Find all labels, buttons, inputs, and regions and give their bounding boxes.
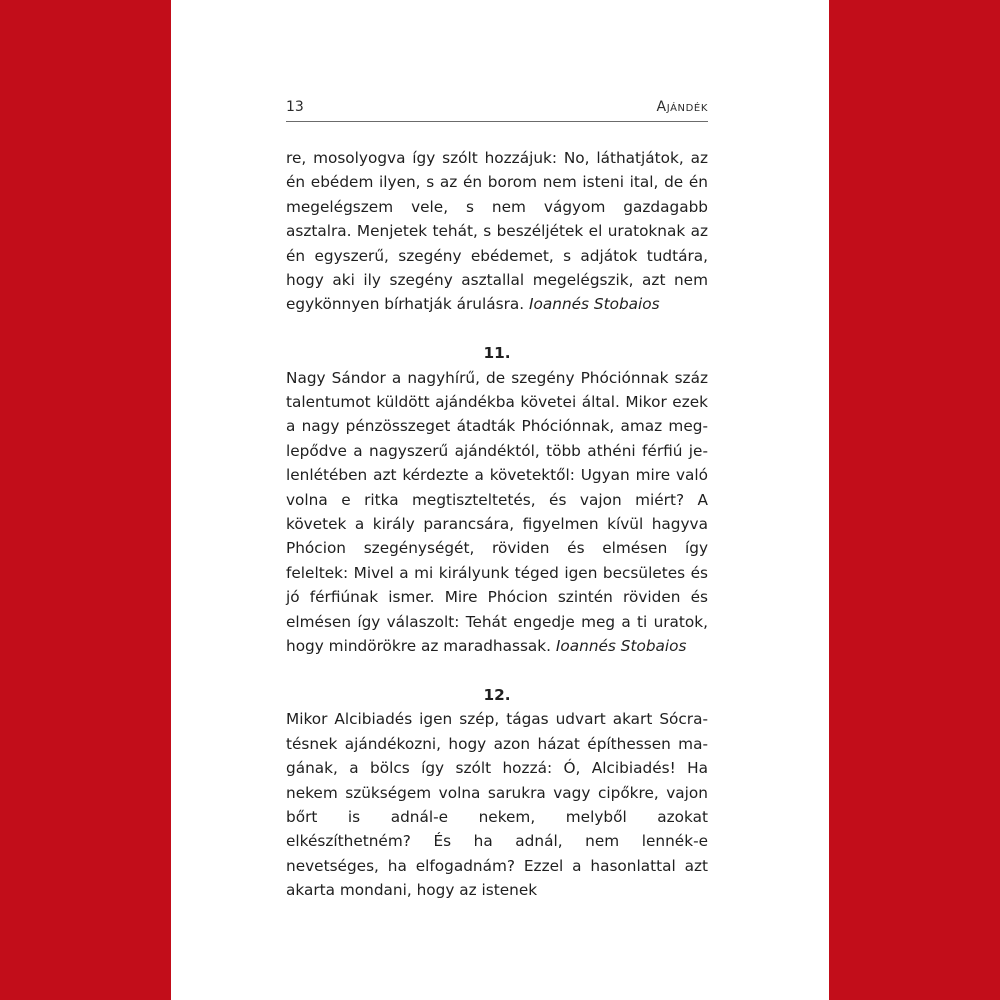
running-title: Ajándék [656,99,708,115]
paragraph-section-12 [286,707,708,902]
section-number-11: 11. [483,344,511,363]
paragraph-continuation [286,146,708,317]
page-number: 13 [286,99,304,115]
page-header [286,97,708,122]
paragraph-section-11 [286,366,708,659]
paragraph-text: Mikor Alcibiadés igen szép, tágas udvart akart Sócratésnek ajándékozni, hogy azon házat építhessen magának, a bölcs így szólt hozzá: Ó, Alcibiadés! Ha nekem szükségem volna sarukra vagy cipőkre, vajon bőrt is adnál-e nekem, melyből azokat elkészíthetném? És ha adnál, nem lennék-e nevetséges, ha elfogadnám? Ezzel a hasonlattal azt akarta mondani, hogy az istenek [286,710,708,900]
paragraph-text: re, mosolyogva így szólt hozzájuk: No, láthatjátok, az én ebédem ilyen, s az én borom nem isteni ital, de én megelégszem vele, s nem vágyom gazdagabb asztalra. Menjetek tehát, s beszéljétek el uratoknak az én egyszerű, szegény ebédemet, s adjátok tudtára, hogy aki ily szegény asztallal megelégszik, azt nem egykönnyen bírhatják árulásra. [286,149,708,314]
attribution: Ioannés Stobaios [555,637,687,656]
book-page [171,0,829,1000]
paragraph-text: Nagy Sándor a nagyhírű, de szegény Phóciónnak száz talentumot küldött ajándékba követei által. Mikor ezek a nagy pénzösszeget átadták Phóciónnak, amaz meglepődve a nagyszerű ajándéktól, több athéni férfiú jelenlétében azt kérdezte a követektől: Ugyan mire való volna e ritka megtiszteltetés, és vajon miért? A követek a király parancsára, figyelmen kívül hagyva Phócion szegénységét, röviden és elmésen így feleltek: Mivel a mi királyunk téged igen becsületes és jó férfiúnak ismer. Mire Phócion szintén röviden és elmésen így válaszolt: Tehát engedje meg a ti uratok, hogy mindörökre az maradhassak. [286,368,708,656]
attribution: Ioannés Stobaios [529,295,660,314]
body-text [286,146,708,903]
section-number-12: 12. [483,685,511,704]
